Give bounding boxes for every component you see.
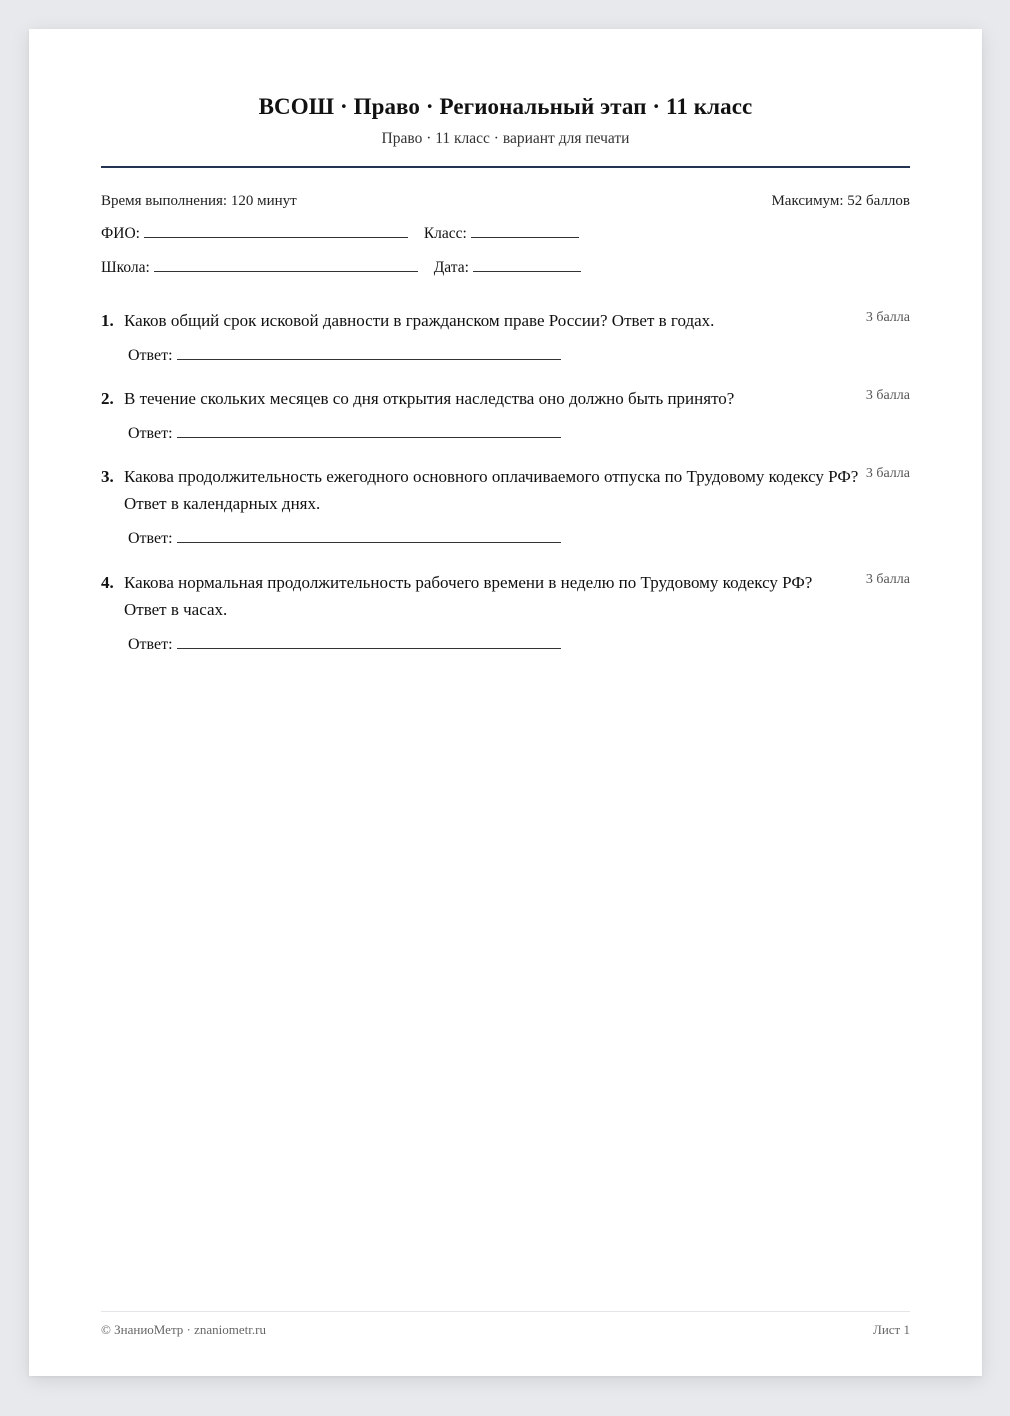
answer-field[interactable] (177, 530, 561, 543)
footer-divider (101, 1311, 910, 1312)
answer-label: Ответ: (128, 347, 173, 364)
school-label: Школа: (101, 259, 150, 276)
page-title: ВСОШ · Право · Региональный этап · 11 класс (258, 94, 753, 119)
answer-label: Ответ: (128, 425, 173, 442)
question-3 (101, 463, 910, 552)
question-text: Каков общий срок исковой давности в гражданском праве России? Ответ в годах. (124, 311, 715, 330)
class-label: Класс: (423, 225, 467, 242)
answer-label: Ответ: (128, 636, 173, 653)
school-field[interactable] (154, 259, 418, 272)
name-label: ФИО: (101, 225, 140, 242)
page-subtitle: Право · 11 класс · вариант для печати (381, 130, 630, 147)
question-points: 3 балла (865, 388, 910, 403)
question-text: Какова продолжительность ежегодного основного оплачиваемого отпуска по Трудовому кодексу РФ? Ответ в календарных днях. (124, 467, 859, 513)
question-number: 3. (101, 467, 114, 486)
answer-field[interactable] (177, 425, 561, 438)
question-number: 4. (101, 573, 114, 592)
question-4 (101, 569, 910, 658)
question-text: Какова нормальная продолжительность рабочего времени в неделю по Трудовому кодексу РФ? Ответ в часах. (124, 573, 813, 619)
question-points: 3 балла (865, 310, 910, 325)
date-label: Дата: (433, 259, 469, 276)
question-1 (101, 307, 910, 369)
name-field[interactable] (144, 225, 408, 238)
footer-copyright: © ЗнаниоМетр · znaniometr.ru (101, 1322, 266, 1337)
student-fields-row-2 (101, 259, 581, 277)
date-field[interactable] (473, 259, 581, 272)
max-score: Максимум: 52 баллов (771, 193, 910, 209)
answer-row (128, 525, 910, 552)
header-divider (101, 166, 910, 168)
answer-field[interactable] (177, 636, 561, 649)
answer-row (128, 342, 910, 369)
answer-field[interactable] (177, 347, 561, 360)
time-limit: Время выполнения: 120 минут (101, 193, 297, 209)
sheet-number: Лист 1 (873, 1322, 910, 1337)
student-fields-row-1 (101, 225, 579, 243)
printable-sheet (29, 29, 982, 1376)
question-points: 3 балла (865, 572, 910, 587)
answer-label: Ответ: (128, 530, 173, 547)
question-number: 1. (101, 311, 114, 330)
class-field[interactable] (471, 225, 579, 238)
question-2 (101, 385, 910, 447)
question-number: 2. (101, 389, 114, 408)
question-text: В течение скольких месяцев со дня открытия наследства оно должно быть принято? (124, 389, 735, 408)
answer-row (128, 420, 910, 447)
answer-row (128, 631, 910, 658)
question-points: 3 балла (865, 466, 910, 481)
